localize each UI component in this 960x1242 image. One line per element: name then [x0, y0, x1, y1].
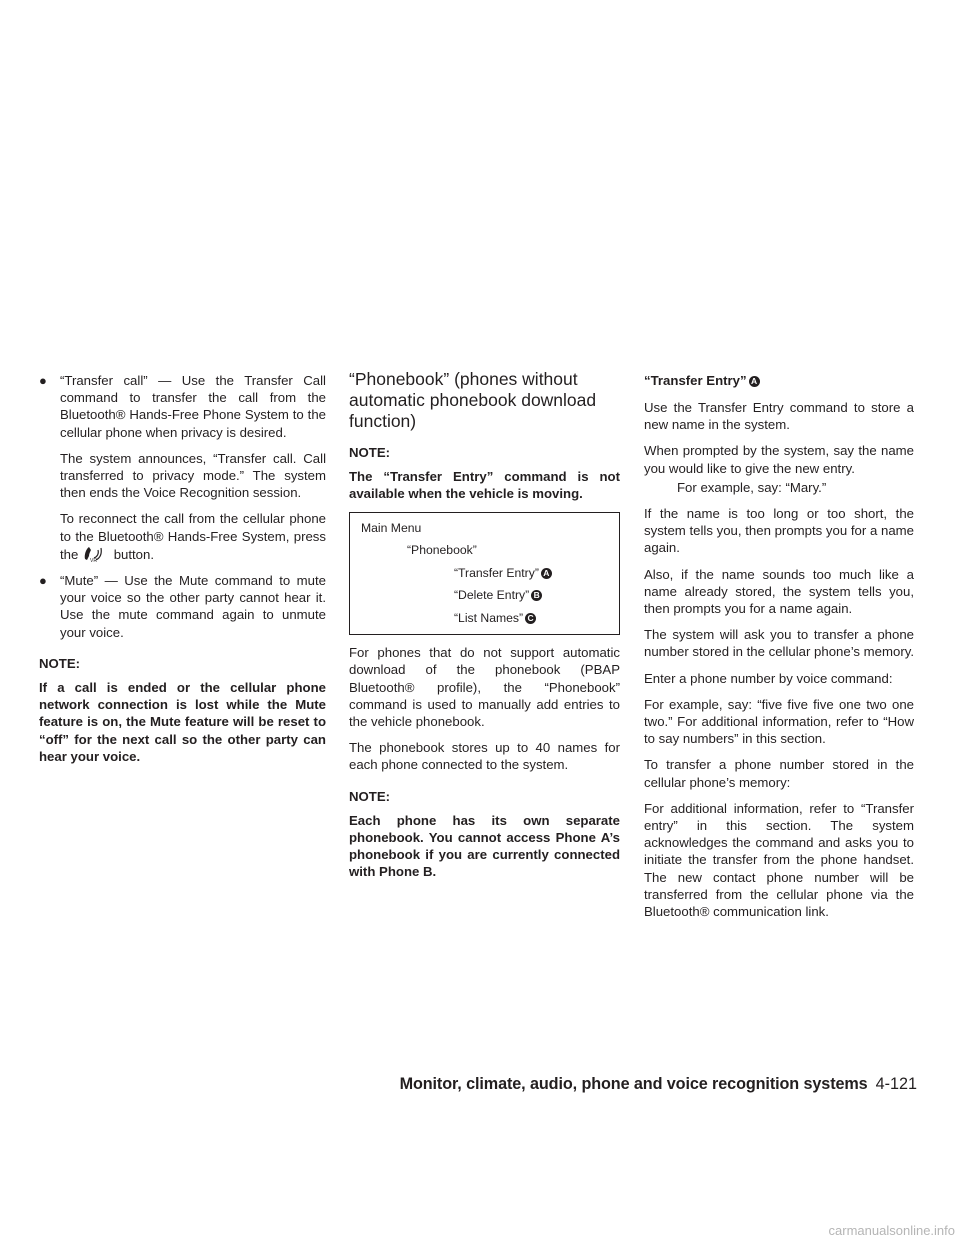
section-heading-phonebook: “Phonebook” (phones without automatic phonebook download function)	[349, 369, 597, 431]
page-number: 4-121	[875, 1075, 917, 1093]
svg-text:VR: VR	[90, 557, 97, 563]
transfer-call-reconnect: To reconnect the call from the cellular phone to the Bluetooth® Hands-Free System, press the VR button.	[60, 511, 326, 563]
menu-item-list-names: “List Names” C	[361, 607, 619, 630]
phonebook-paragraph-2: The phonebook stores up to 40 names for each phone connected to the system.	[349, 740, 620, 773]
marker-a-icon: A	[749, 376, 760, 387]
transfer-entry-p9: For additional information, refer to “Transfer entry” in this section. The system acknowledges the command and asks you to initiate the transfer from the phone handset. The new contact phone number will be transferred from the cellular phone via the Bluetooth® communication link.	[644, 800, 914, 920]
page-footer	[400, 1074, 917, 1094]
marker-c-icon: C	[525, 613, 536, 624]
transfer-entry-p5: The system will ask you to transfer a phone number stored in the cellular phone’s memory.	[644, 627, 914, 660]
note-text: If a call is ended or the cellular phone network connection is lost while the Mute feature is on, the Mute feature will be reset to “off” for the next call so the other party can hear your voice.	[39, 680, 326, 764]
bullet-icon: ●	[39, 573, 47, 589]
transfer-entry-p8: To transfer a phone number stored in the cellular phone’s memory:	[644, 757, 914, 790]
transfer-entry-p4: Also, if the name sounds too much like a name already stored, the system tells you, then prompts you for a name again.	[644, 566, 914, 617]
transfer-call-text: “Transfer call” — Use the Transfer Call command to transfer the call from the Bluetooth® Hands-Free Phone System to the cellular phone when privacy is desired.	[60, 373, 326, 440]
transfer-call-announce: The system announces, “Transfer call. Call transferred to privacy mode.” The system then ends the Voice Recognition session.	[60, 450, 326, 501]
marker-b-icon: B	[531, 590, 542, 601]
menu-level-phonebook: “Phonebook”	[407, 543, 477, 558]
menu-item-delete-entry: “Delete Entry” B	[361, 584, 619, 607]
note-label: NOTE:	[39, 655, 81, 671]
transfer-entry-p7: For example, say: “five five five one two one two.” For additional information, refer to “How to say numbers” in this section.	[644, 696, 914, 747]
phone-talk-icon	[82, 545, 110, 563]
column-3	[644, 372, 914, 929]
mute-text: “Mute” — Use the Mute command to mute your voice so the other party cannot hear it. Use the mute command again to unmute your voice.	[60, 573, 326, 640]
marker-a-icon: A	[541, 568, 552, 579]
note-label: NOTE:	[349, 445, 391, 460]
menu-item-transfer-entry: “Transfer Entry” A	[361, 562, 619, 585]
subheading-transfer-entry: “Transfer Entry” A	[644, 372, 914, 389]
column-2	[349, 369, 620, 890]
example-mary: For example, say: “Mary.”	[677, 479, 827, 495]
note-text: Each phone has its own separate phonebook. You cannot access Phone A’s phonebook if you are currently connected with Phone B.	[349, 812, 620, 880]
footer-section-title: Monitor, climate, audio, phone and voice recognition systems	[399, 1075, 868, 1093]
note-label: NOTE:	[349, 788, 391, 804]
transfer-entry-p2: When prompted by the system, say the name you would like to give the new entry.	[644, 443, 914, 476]
menu-tree-box	[349, 512, 620, 636]
phonebook-paragraph-1: For phones that do not support automatic download of the phonebook (PBAP Bluetooth® profile), the “Phonebook” command is used to manually add entries to the vehicle phonebook.	[349, 645, 620, 729]
transfer-entry-p3: If the name is too long or too short, the system tells you, then prompts you for a name again.	[644, 506, 914, 556]
bullet-transfer-call	[39, 372, 326, 563]
note-text: The “Transfer Entry” command is not available when the vehicle is moving.	[349, 469, 620, 502]
menu-root: Main Menu	[361, 520, 422, 535]
transfer-entry-p1: Use the Transfer Entry command to store a new name in the system.	[644, 400, 914, 433]
column-1	[39, 372, 326, 774]
bullet-icon: ●	[39, 373, 47, 388]
transfer-entry-p6: Enter a phone number by voice command:	[644, 670, 893, 686]
watermark: carmanualsonline.info	[828, 1223, 955, 1238]
bullet-mute	[39, 572, 326, 641]
